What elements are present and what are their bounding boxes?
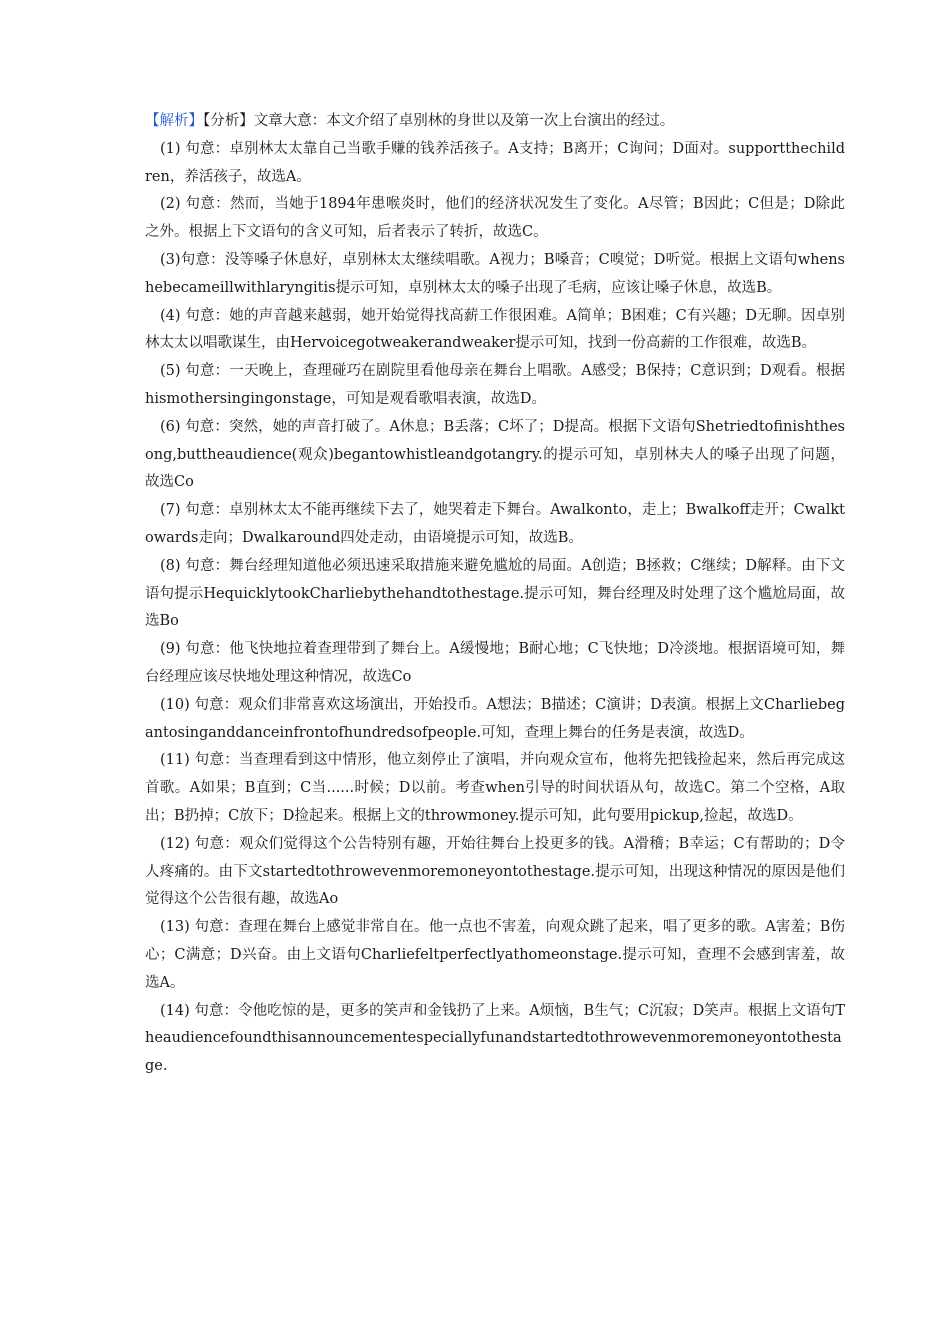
analysis-summary: 【分析】文章大意：本文介绍了卓别林的身世以及第一次上台演出的经过。 — [203, 113, 675, 129]
answer-item-4: (4) 句意：她的声音越来越弱，她开始觉得找高薪工作很困难。A简单；B困难；C有兴趣；D无聊。因卓别林太太以唱歌谋生，由Hervoicegotweakerandweaker提示可知，找到一份高薪的工作很难，故选B。 — [145, 307, 845, 352]
answer-item-1: (1) 句意：卓别林太太靠自己当歌手赚的钱养活孩子。A支持；B离开；C询问；D面对。supportthechildren，养活孩子，故选A。 — [145, 140, 845, 185]
answer-item-5: (5) 句意：一天晚上，查理碰巧在剧院里看他母亲在舞台上唱歌。A感受；B保持；C意识到；D观看。根据hismothersingingonstage，可知是观看歌唱表演，故选D。 — [145, 363, 845, 407]
answer-item-11: (11) 句意：当查理看到这中情形，他立刻停止了演唱，并向观众宣布，他将先把钱捡起来，然后再完成这首歌。A如果；B直到；C当......时候；D以前。考查when引导的时间状语从句，故选C。第二个空格，A取出；B扔掉；C放下；D捡起来。根据上文的throwmoney.提示可知，此句要用pickup,捡起，故选D。 — [145, 752, 845, 824]
answer-item-8: (8) 句意：舞台经理知道他必须迅速采取措施来避免尴尬的局面。A创造；B拯救；C继续；D解释。由下文语句提示HequicklytookCharliebythehandtothestage.提示可知，舞台经理及时处理了这个尴尬局面，故选Bo — [145, 557, 845, 630]
answer-item-6: (6) 句意：突然，她的声音打破了。A休息；B丢落；C坏了；D提高。根据下文语句Shetriedtofinishthesong,buttheaudience(观众)begantowhistleandgotangry.的提示可知，卓别林夫人的嗓子出现了问题，故选Co — [145, 418, 845, 491]
answer-item-9: (9) 句意：他飞快地拉着查理带到了舞台上。A缓慢地；B耐心地；C飞快地；D冷淡地。根据语境可知，舞台经理应该尽快地处理这种情况，故选Co — [145, 641, 845, 685]
answer-item-3: (3)句意：没等嗓子休息好，卓别林太太继续唱歌。A视力；B嗓音；C嗅觉；D听觉。根据上文语句whenshebecameillwithlaryngitis提示可知，卓别林太太的嗓子出现了毛病，应该让嗓子休息，故选B。 — [145, 251, 845, 296]
answer-item-14: (14) 句意：令他吃惊的是，更多的笑声和金钱扔了上来。A烦恼，B生气；C沉寂；D笑声。根据上文语句Theaudiencefoundthisannouncementespeciallyfunandstartedtothrowevenmoremoneyontothestage. — [145, 1002, 845, 1075]
answer-item-13: (13) 句意：查理在舞台上感觉非常自在。他一点也不害羞，向观众跳了起来，唱了更多的歌。A害羞；B伤心；C满意；D兴奋。由上文语句Charliefeltperfectlyathomeonstage.提示可知，查理不会感到害羞，故选A。 — [145, 919, 845, 991]
answer-item-12: (12) 句意：观众们觉得这个公告特别有趣，开始往舞台上投更多的钱。A滑稽；B幸运；C有帮助的；D令人疼痛的。由下文startedtothrowevenmoremoneyontothestage.提示可知，出现这种情况的原因是他们觉得这个公告很有趣，故选Ao — [145, 835, 845, 908]
answer-item-7: (7) 句意：卓别林太太不能再继续下去了，她哭着走下舞台。Awalkonto，走上；Bwalkoff走开；Cwalktowards走向；Dwalkaround四处走动，由语境提示可知，故选B。 — [145, 502, 845, 546]
analysis-header — [145, 108, 845, 136]
answer-item-2: (2) 句意：然而，当她于1894年患喉炎时，他们的经济状况发生了变化。A尽管；B因此；C但是；D除此之外。根据上下文语句的含义可知，后者表示了转折，故选C。 — [145, 196, 845, 241]
answer-item-10: (10) 句意：观众们非常喜欢这场演出，开始投币。A想法；B描述；C演讲；D表演。根据上文Charliebegantosinganddanceinfrontofhundredsofpeople.可知，查理上舞台的任务是表演，故选D。 — [145, 696, 845, 741]
analysis-tag: 【解析】 — [145, 113, 203, 129]
analysis-document — [145, 108, 845, 1081]
